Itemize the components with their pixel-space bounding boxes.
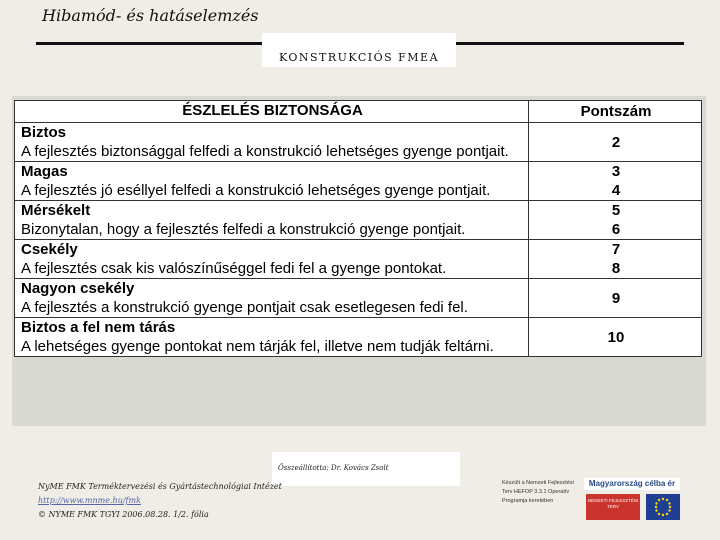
score-value: 6	[611, 221, 621, 238]
subtitle-box	[262, 33, 456, 67]
score-value: 8	[611, 260, 621, 277]
score-cell	[529, 201, 702, 240]
institute-link[interactable]: http://www.mnme.hu/fmk	[38, 496, 141, 505]
category-name: Nagyon csekély	[21, 280, 135, 297]
score-cell	[529, 240, 702, 279]
header-score: Pontszám	[529, 101, 702, 123]
score-value: 2	[611, 133, 621, 151]
category-description: A fejlesztés biztonsággal felfedi a konstrukció lehetséges gyenge pontjait.	[21, 143, 509, 160]
copyright-text: © NYME FMK TGYI 2006.08.28. 1/2. fólia	[38, 510, 209, 519]
row-cell	[15, 162, 529, 201]
table-row	[15, 123, 702, 162]
category-name: Csekély	[21, 241, 78, 258]
category-name: Biztos a fel nem tárás	[21, 319, 176, 336]
table-row	[15, 318, 702, 357]
row-cell	[15, 240, 529, 279]
footer-left	[38, 480, 282, 522]
table-row	[15, 279, 702, 318]
category-name: Magas	[21, 163, 68, 180]
score-cell	[529, 162, 702, 201]
row-cell	[15, 123, 529, 162]
hungary-logo: Magyarország célba ér	[584, 478, 680, 490]
score-value: 4	[611, 182, 621, 199]
category-name: Biztos	[21, 124, 66, 141]
score-value: 5	[611, 202, 621, 219]
author-box	[272, 452, 460, 486]
score-cell	[529, 318, 702, 357]
table-row	[15, 240, 702, 279]
table-background	[12, 96, 706, 426]
row-cell	[15, 279, 529, 318]
slide-subtitle: KONSTRUKCIÓS FMEA	[278, 50, 440, 64]
eu-stars-icon	[646, 494, 680, 520]
score-value: 7	[611, 241, 621, 258]
category-name: Mérsékelt	[21, 202, 91, 219]
score-value: 9	[611, 289, 621, 307]
author-text: Összeállította: Dr. Kovács Zsolt	[278, 464, 389, 472]
table-row	[15, 162, 702, 201]
category-description: A fejlesztés csak kis valószínűséggel fedi fel a gyenge pontokat.	[21, 260, 447, 277]
category-description: Bizonytalan, hogy a fejlesztés felfedi a konstrukció gyenge pontjait.	[21, 221, 466, 238]
detection-table	[14, 100, 702, 357]
institute-name: NyME FMK Terméktervezési és Gyártástechnológiai Intézet	[38, 482, 282, 491]
row-cell	[15, 318, 529, 357]
slide-title: Hibamód- és hatáselemzés	[42, 6, 259, 25]
table-header-row	[15, 101, 702, 123]
score-cell	[529, 279, 702, 318]
category-description: A fejlesztés jó eséllyel felfedi a konstrukció lehetséges gyenge pontjait.	[21, 182, 491, 199]
eu-flag-icon	[646, 494, 680, 520]
header-detection: ÉSZLELÉS BIZTONSÁGA	[15, 101, 529, 123]
score-value: 10	[607, 328, 625, 346]
score-cell	[529, 123, 702, 162]
table-row	[15, 201, 702, 240]
row-cell	[15, 201, 529, 240]
score-value: 3	[611, 163, 621, 180]
category-description: A fejlesztés a konstrukció gyenge pontjait csak esetlegesen fedi fel.	[21, 299, 468, 316]
nft-logo: NEMZETI FEJLESZTÉSI TERV	[586, 494, 640, 520]
support-text: Készült a Nemzeti Fejlesztési Terv HEFOP 3.3.1 Operatív Programja keretében	[502, 480, 574, 504]
category-description: A lehetséges gyenge pontokat nem tárják fel, illetve nem tudják feltárni.	[21, 338, 494, 355]
